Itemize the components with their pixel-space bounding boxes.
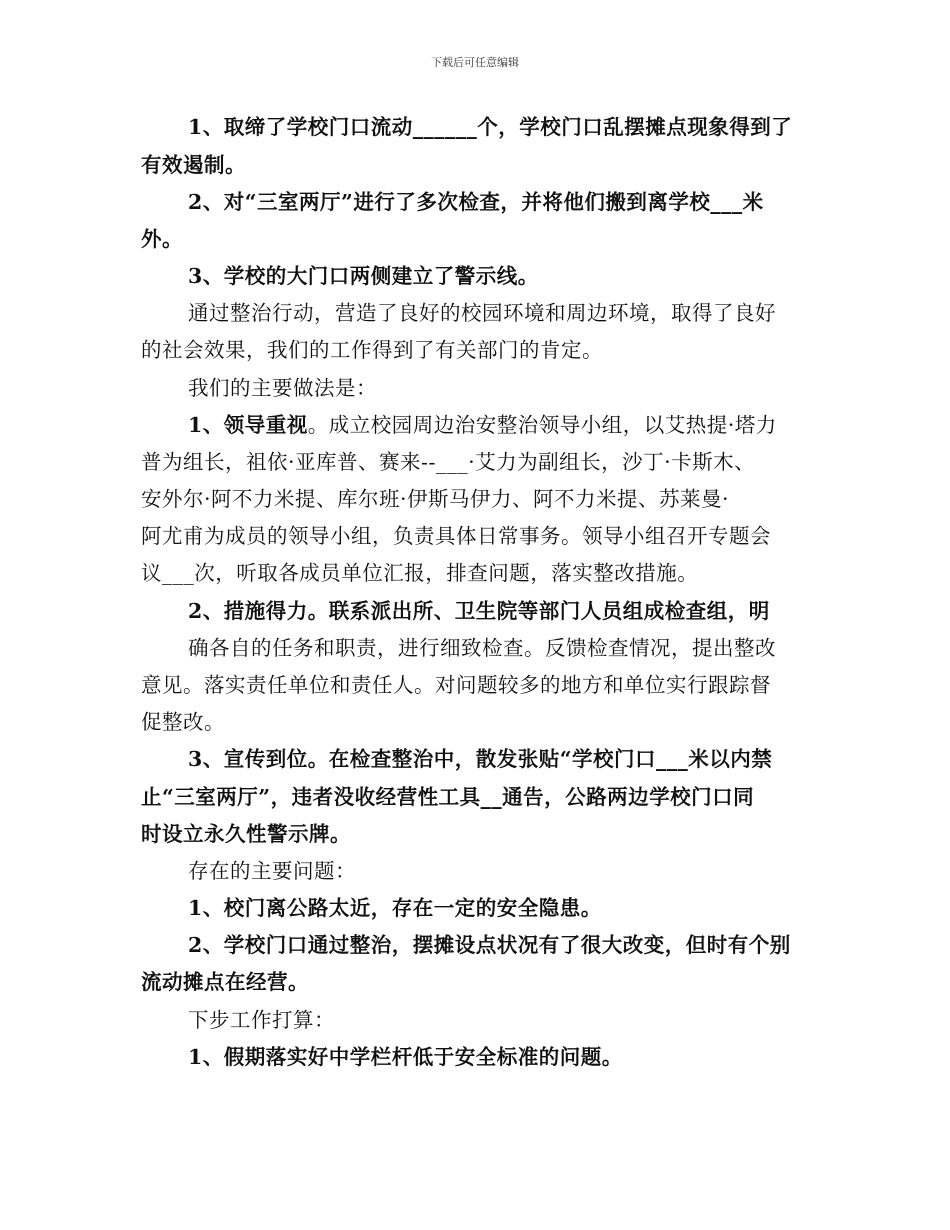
text-line: 通过整治行动，营造了良好的校园环境和周边环境，取得了良好 bbox=[188, 301, 776, 325]
text-line: 1、取缔了学校门口流动______个，学校门口乱摆摊点现象得到了 bbox=[188, 115, 793, 139]
text-segment: 1、领导重视 bbox=[188, 413, 308, 437]
text-line: 的社会效果，我们的工作得到了有关部门的肯定。 bbox=[141, 338, 603, 362]
text-line: 2、对“三室两厅”进行了多次检查，并将他们搬到离学校___米 bbox=[188, 190, 764, 214]
text-line: 1、假期落实好中学栏杆低于安全标准的问题。 bbox=[188, 1045, 623, 1069]
text-line: 确各自的任务和职责，进行细致检查。反馈检查情况，提出整改 bbox=[188, 636, 776, 660]
text-line: 2、学校门口通过整治，摆摊设点状况有了很大改变，但时有个别 bbox=[188, 933, 791, 957]
text-line: 3、学校的大门口两侧建立了警示线。 bbox=[188, 264, 539, 288]
text-line: 时设立永久性警示牌。 bbox=[141, 822, 351, 846]
text-line: 我们的主要做法是： bbox=[188, 376, 377, 400]
text-line: 止“三室两厅”，违者没收经营性工具__通告，公路两边学校门口同 bbox=[141, 785, 755, 809]
text-line: 流动摊点在经营。 bbox=[141, 970, 309, 994]
text-segment: 。成立校园周边治安整治领导小组，以艾热提·塔力 bbox=[307, 413, 777, 437]
text-line: 2、措施得力。联系派出所、卫生院等部门人员组成检查组，明 bbox=[188, 599, 770, 623]
text-line: 意见。落实责任单位和责任人。对问题较多的地方和单位实行跟踪督 bbox=[141, 673, 771, 697]
text-line bbox=[188, 415, 868, 436]
text-line: 3、宣传到位。在检查整治中，散发张贴“学校门口___米以内禁 bbox=[188, 747, 773, 771]
text-line: 议___次，听取各成员单位汇报，排查问题，落实整改措施。 bbox=[141, 561, 699, 585]
text-line: 外。 bbox=[141, 227, 183, 251]
text-line: 普为组长，祖依·亚库普、赛来--___·艾力为副组长，沙丁·卡斯木、 bbox=[141, 450, 756, 474]
text-line: 促整改。 bbox=[141, 710, 225, 734]
text-line: 1、校门离公路太近，存在一定的安全隐患。 bbox=[188, 896, 602, 920]
page-header: 下载后可任意编辑 bbox=[431, 56, 519, 69]
text-line: 阿尤甫为成员的领导小组，负责具体日常事务。领导小组召开专题会 bbox=[141, 524, 771, 548]
text-line: 存在的主要问题： bbox=[188, 859, 356, 883]
text-line: 有效遏制。 bbox=[141, 153, 246, 177]
text-line: 安外尔·阿不力米提、库尔班·伊斯马伊力、阿不力米提、苏莱曼· bbox=[141, 487, 730, 511]
text-line: 下步工作打算： bbox=[188, 1008, 335, 1032]
